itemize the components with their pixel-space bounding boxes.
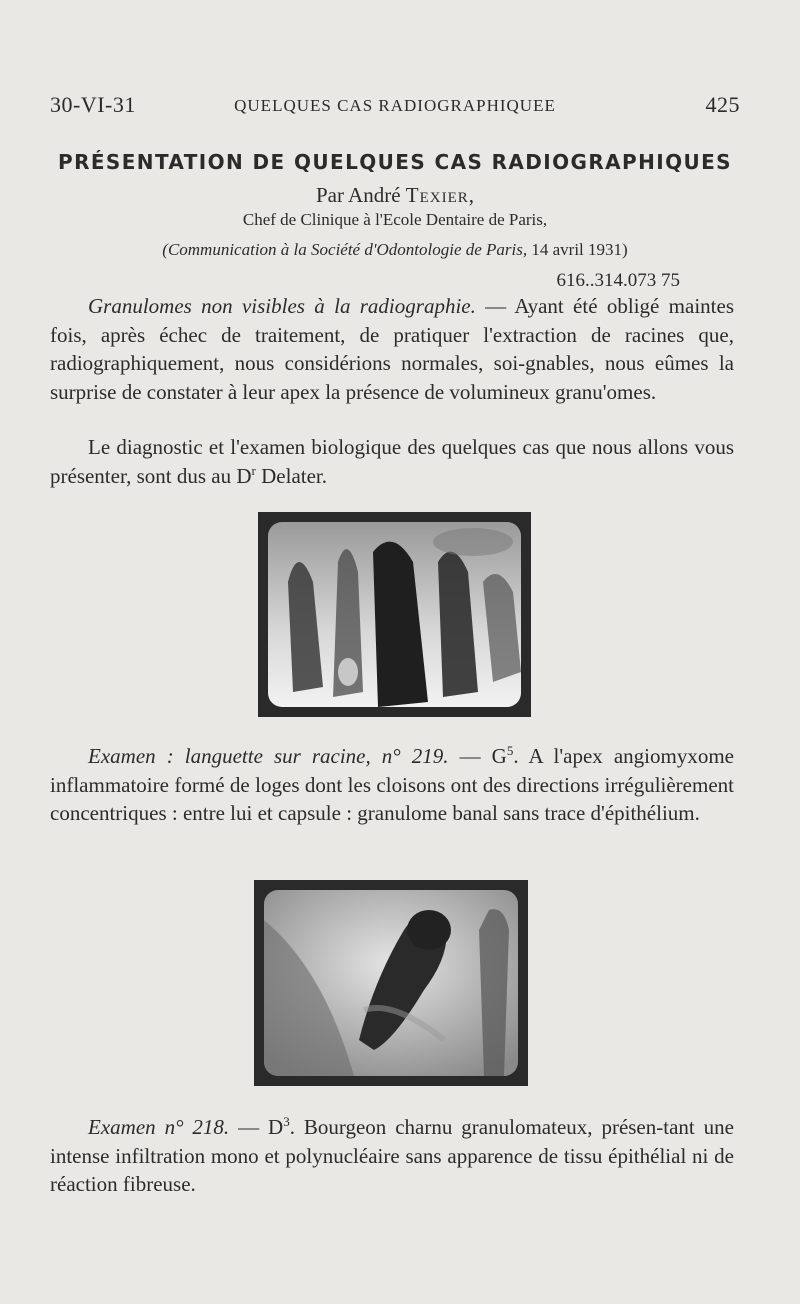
author-affiliation: Chef de Clinique à l'Ecole Dentaire de Paris, xyxy=(242,210,548,229)
issue-date: 30-VI-31 xyxy=(50,92,136,117)
author-name: Texier xyxy=(405,183,469,207)
communication-note xyxy=(50,240,740,260)
radiograph-image-2 xyxy=(264,890,518,1076)
paragraph-2-text: Le diagnostic et l'examen biologique des quelques cas que nous allons vous présenter, sont dus au D xyxy=(50,435,734,488)
byline-suffix: , xyxy=(468,183,475,207)
caption-2-text2: . Bourgeon charnu granulomateux, présen-tant une intense infiltration mono et polynucléaire sans apparence de tissu épithélial ni de réaction fibreuse. xyxy=(50,1115,734,1196)
caption-1-text2: . A l'apex angiomyxome inflammatoire formé de loges dont les cloisons ont des directions irrégulièrement concentriques : entre lui et capsule : granulome banal sans trace d'épithélium. xyxy=(50,744,734,825)
communication-date: 14 avril 1931) xyxy=(531,240,628,259)
paragraph-1 xyxy=(50,292,734,406)
radiograph-figure-2 xyxy=(254,880,528,1086)
paragraph-2-sup: r xyxy=(251,462,256,478)
caption-1-sup: 5 xyxy=(506,743,514,758)
running-title: QUELQUES CAS RADIOGRAPHIQUEE xyxy=(234,96,556,115)
paragraph-1-heading: Granulomes non visibles à la radiographie. xyxy=(88,294,476,318)
radiograph-1-drawing xyxy=(268,522,521,707)
paragraph-1-text: — Ayant été obligé maintes fois, après échec de traitement, de pratiquer l'extraction de racines que, radiographiquement, nous considérions normales, soi-gnables, nous eûmes la surprise de constater à leur apex la présence de volumineux granu'omes. xyxy=(50,294,734,404)
caption-2-heading: Examen n° 218. xyxy=(88,1115,230,1139)
paragraph-2-after: Delater. xyxy=(255,463,328,488)
radiograph-figure-1 xyxy=(258,512,531,717)
running-head xyxy=(50,92,740,120)
caption-1-text1: — G xyxy=(448,744,507,768)
figure-1-caption xyxy=(50,742,734,828)
radiograph-image-1 xyxy=(268,522,521,707)
figure-2-caption xyxy=(50,1113,734,1199)
caption-2-text1: — D xyxy=(229,1115,284,1139)
paragraph-2 xyxy=(50,433,734,490)
caption-2-sup: 3 xyxy=(283,1114,290,1129)
page-number: 425 xyxy=(705,92,740,117)
article-title: PRÉSENTATION DE QUELQUES CAS RADIOGRAPHIQUES xyxy=(58,150,732,174)
byline-prefix: Par André xyxy=(315,183,406,207)
caption-1-heading: Examen : languette sur racine, n° 219. xyxy=(88,744,449,768)
communication-text: (Communication à la Société d'Odontologie de Paris, xyxy=(162,240,532,259)
radiograph-2-drawing xyxy=(264,890,518,1076)
author-byline xyxy=(50,183,740,208)
classification-code: 616..314.073 75 xyxy=(556,270,680,291)
